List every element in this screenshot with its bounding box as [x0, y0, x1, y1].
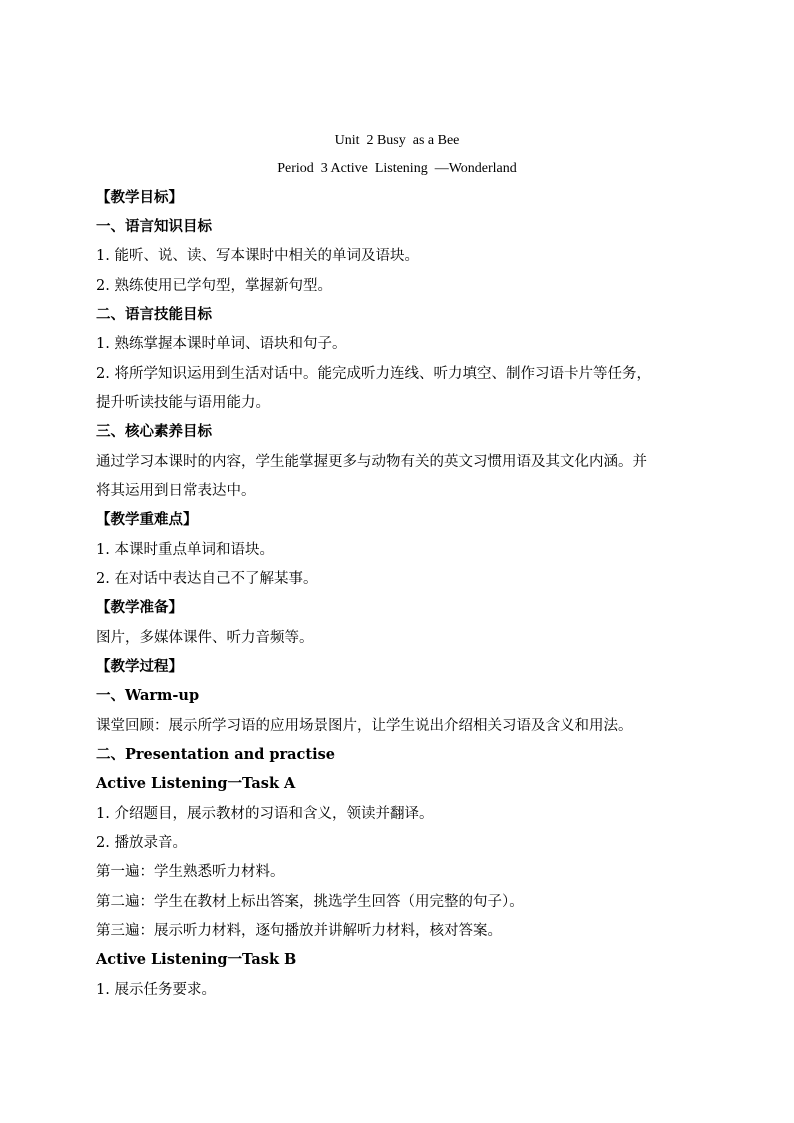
paragraph-line: 图片，多媒体课件、听力音频等。	[96, 630, 314, 646]
list-item: 2. 播放录音。	[96, 835, 187, 851]
subheading-presentation: 二、Presentation and practise	[96, 746, 335, 763]
list-item: 1. 展示任务要求。	[96, 982, 216, 998]
subheading-language-knowledge: 一、语言知识目标	[96, 218, 212, 235]
list-item: 1. 能听、说、读、写本课时中相关的单词及语块。	[96, 248, 419, 264]
list-item: 2. 熟练使用已学句型，掌握新句型。	[96, 278, 332, 294]
subheading-core-literacy: 三、核心素养目标	[96, 423, 212, 440]
document-title: Unit 2 Busy as a Bee	[334, 133, 460, 148]
subheading-language-skills: 二、语言技能目标	[96, 306, 212, 323]
list-item: 2. 将所学知识运用到生活对话中。能完成听力连线、听力填空、制作习语卡片等任务，	[96, 366, 651, 382]
subheading-task-b: Active Listening一Task B	[96, 951, 297, 968]
list-item: 第一遍：学生熟悉听力材料。	[96, 864, 285, 880]
paragraph-line: 通过学习本课时的内容，学生能掌握更多与动物有关的英文习惯用语及其文化内涵。并	[96, 454, 647, 470]
list-item: 1. 本课时重点单词和语块。	[96, 542, 274, 558]
subheading-warmup: 一、Warm-up	[96, 687, 200, 704]
document-subtitle: Period 3 Active Listening —Wonderland	[277, 161, 517, 176]
paragraph-line: 将其运用到日常表达中。	[96, 483, 256, 499]
list-item-continuation: 提升听读技能与语用能力。	[96, 395, 270, 411]
paragraph-line: 课堂回顾：展示所学习语的应用场景图片，让学生说出介绍相关习语及含义和用法。	[96, 718, 633, 734]
list-item: 第二遍：学生在教材上标出答案，挑选学生回答（用完整的句子）。	[96, 894, 524, 910]
section-heading-preparation: 【教学准备】	[96, 599, 183, 616]
section-heading-objectives: 【教学目标】	[96, 189, 183, 206]
section-heading-process: 【教学过程】	[96, 658, 183, 675]
list-item: 1. 介绍题目，展示教材的习语和含义，领读并翻译。	[96, 806, 434, 822]
list-item: 2. 在对话中表达自己不了解某事。	[96, 571, 318, 587]
section-heading-key-points: 【教学重难点】	[96, 511, 198, 528]
list-item: 1. 熟练掌握本课时单词、语块和句子。	[96, 336, 347, 352]
list-item: 第三遍：展示听力材料，逐句播放并讲解听力材料，核对答案。	[96, 923, 502, 939]
subheading-task-a: Active Listening一Task A	[96, 775, 296, 792]
